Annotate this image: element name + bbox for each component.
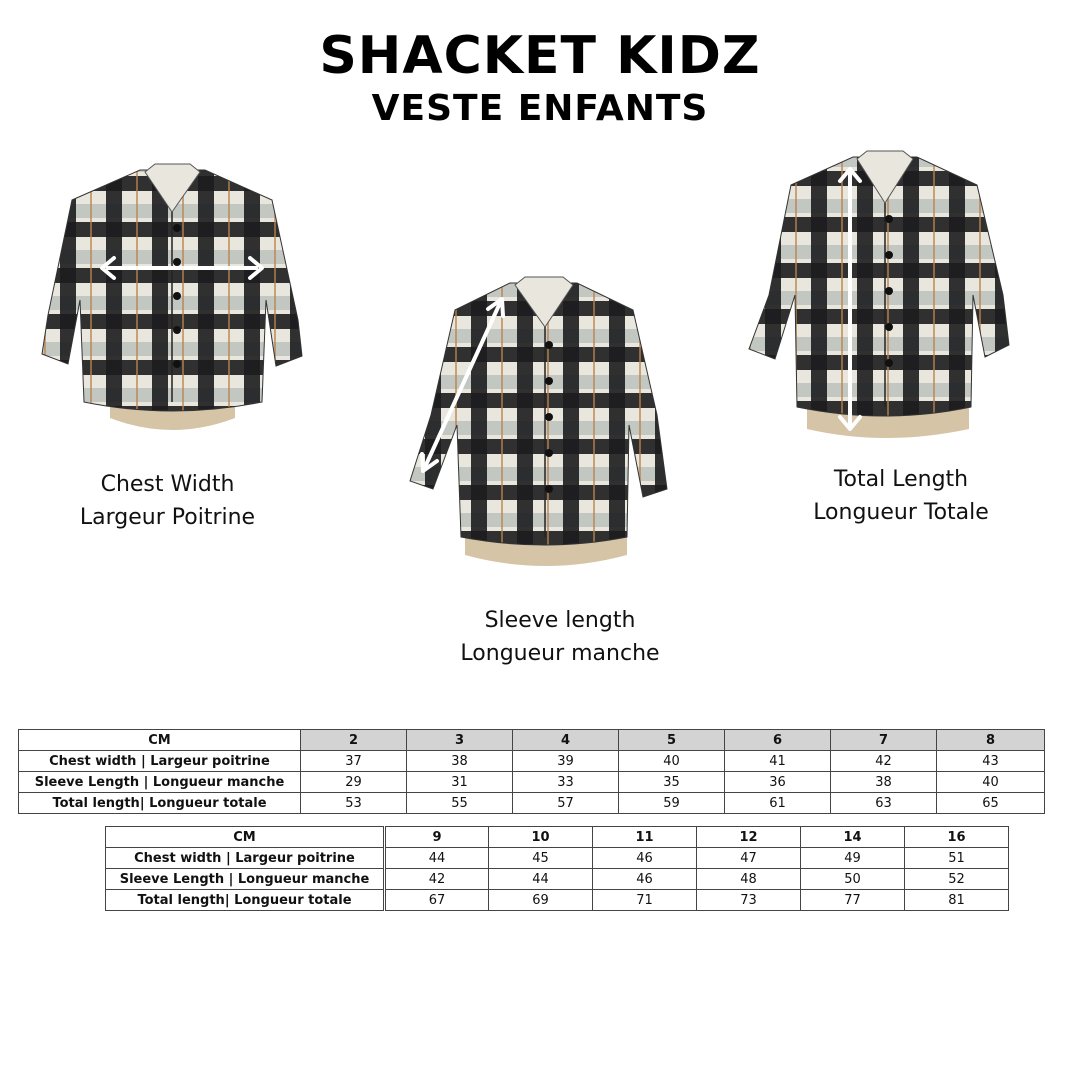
table-cell: 73 [697, 890, 801, 911]
table-cell: 40 [619, 751, 725, 772]
table-cell: 61 [725, 793, 831, 814]
table-cell: 52 [905, 869, 1009, 890]
size-header: 14 [801, 827, 905, 848]
table-cell: 59 [619, 793, 725, 814]
unit-header: CM [106, 827, 385, 848]
size-header: 4 [513, 730, 619, 751]
table-cell: 81 [905, 890, 1009, 911]
table-cell: 77 [801, 890, 905, 911]
table-cell: 63 [831, 793, 937, 814]
table-cell: 46 [593, 869, 697, 890]
table-cell: 67 [385, 890, 489, 911]
page-subtitle: VESTE ENFANTS [371, 88, 709, 129]
caption-sleeve-length [420, 604, 700, 670]
size-header: 2 [301, 730, 407, 751]
table-row [19, 772, 1045, 793]
caption-line-fr: Longueur manche [460, 641, 660, 666]
table-cell: 65 [937, 793, 1045, 814]
size-header: 6 [725, 730, 831, 751]
table-cell: 29 [301, 772, 407, 793]
caption-line-en: Sleeve length [484, 608, 636, 633]
table-cell: 35 [619, 772, 725, 793]
caption-line-fr: Longueur Totale [813, 500, 989, 525]
table-row [19, 751, 1045, 772]
table-row [106, 869, 1009, 890]
table-cell: 69 [489, 890, 593, 911]
table-cell: 39 [513, 751, 619, 772]
shirt-image-total-length [745, 145, 1013, 445]
size-header: 16 [905, 827, 1009, 848]
row-label: Sleeve Length | Longueur manche [106, 869, 385, 890]
table-cell: 38 [831, 772, 937, 793]
page-title: SHACKET KIDZ [319, 26, 761, 86]
table-cell: 37 [301, 751, 407, 772]
caption-line-fr: Largeur Poitrine [79, 505, 256, 530]
size-header: 5 [619, 730, 725, 751]
table-header-row [19, 730, 1045, 751]
table-cell: 53 [301, 793, 407, 814]
shirt-image-sleeve-length [405, 275, 670, 575]
table-cell: 40 [937, 772, 1045, 793]
table-cell: 55 [407, 793, 513, 814]
table-cell: 42 [385, 869, 489, 890]
table-cell: 45 [489, 848, 593, 869]
table-cell: 31 [407, 772, 513, 793]
table-cell: 42 [831, 751, 937, 772]
size-header: 10 [489, 827, 593, 848]
table-cell: 47 [697, 848, 801, 869]
table-cell: 44 [489, 869, 593, 890]
table-cell: 36 [725, 772, 831, 793]
table-cell: 33 [513, 772, 619, 793]
row-label: Chest width | Largeur poitrine [19, 751, 301, 772]
table-cell: 49 [801, 848, 905, 869]
size-header: 11 [593, 827, 697, 848]
size-header: 3 [407, 730, 513, 751]
row-label: Total length| Longueur totale [106, 890, 385, 911]
size-header: 8 [937, 730, 1045, 751]
table-row [19, 793, 1045, 814]
caption-line-en: Chest Width [100, 472, 235, 497]
table-cell: 71 [593, 890, 697, 911]
size-header: 7 [831, 730, 937, 751]
table-cell: 46 [593, 848, 697, 869]
unit-header: CM [19, 730, 301, 751]
table-cell: 57 [513, 793, 619, 814]
table-cell: 44 [385, 848, 489, 869]
size-table-2 [105, 826, 1009, 911]
table-cell: 50 [801, 869, 905, 890]
table-cell: 48 [697, 869, 801, 890]
table-row [106, 848, 1009, 869]
caption-chest-width [40, 468, 295, 534]
shirt-image-chest-width [40, 150, 305, 440]
table-cell: 38 [407, 751, 513, 772]
size-header: 9 [385, 827, 489, 848]
table-cell: 51 [905, 848, 1009, 869]
caption-total-length [770, 463, 1032, 529]
row-label: Total length| Longueur totale [19, 793, 301, 814]
size-header: 12 [697, 827, 801, 848]
row-label: Sleeve Length | Longueur manche [19, 772, 301, 793]
table-header-row [106, 827, 1009, 848]
table-cell: 43 [937, 751, 1045, 772]
row-label: Chest width | Largeur poitrine [106, 848, 385, 869]
table-cell: 41 [725, 751, 831, 772]
table-row [106, 890, 1009, 911]
caption-line-en: Total Length [833, 467, 969, 492]
size-table-1 [18, 729, 1045, 814]
